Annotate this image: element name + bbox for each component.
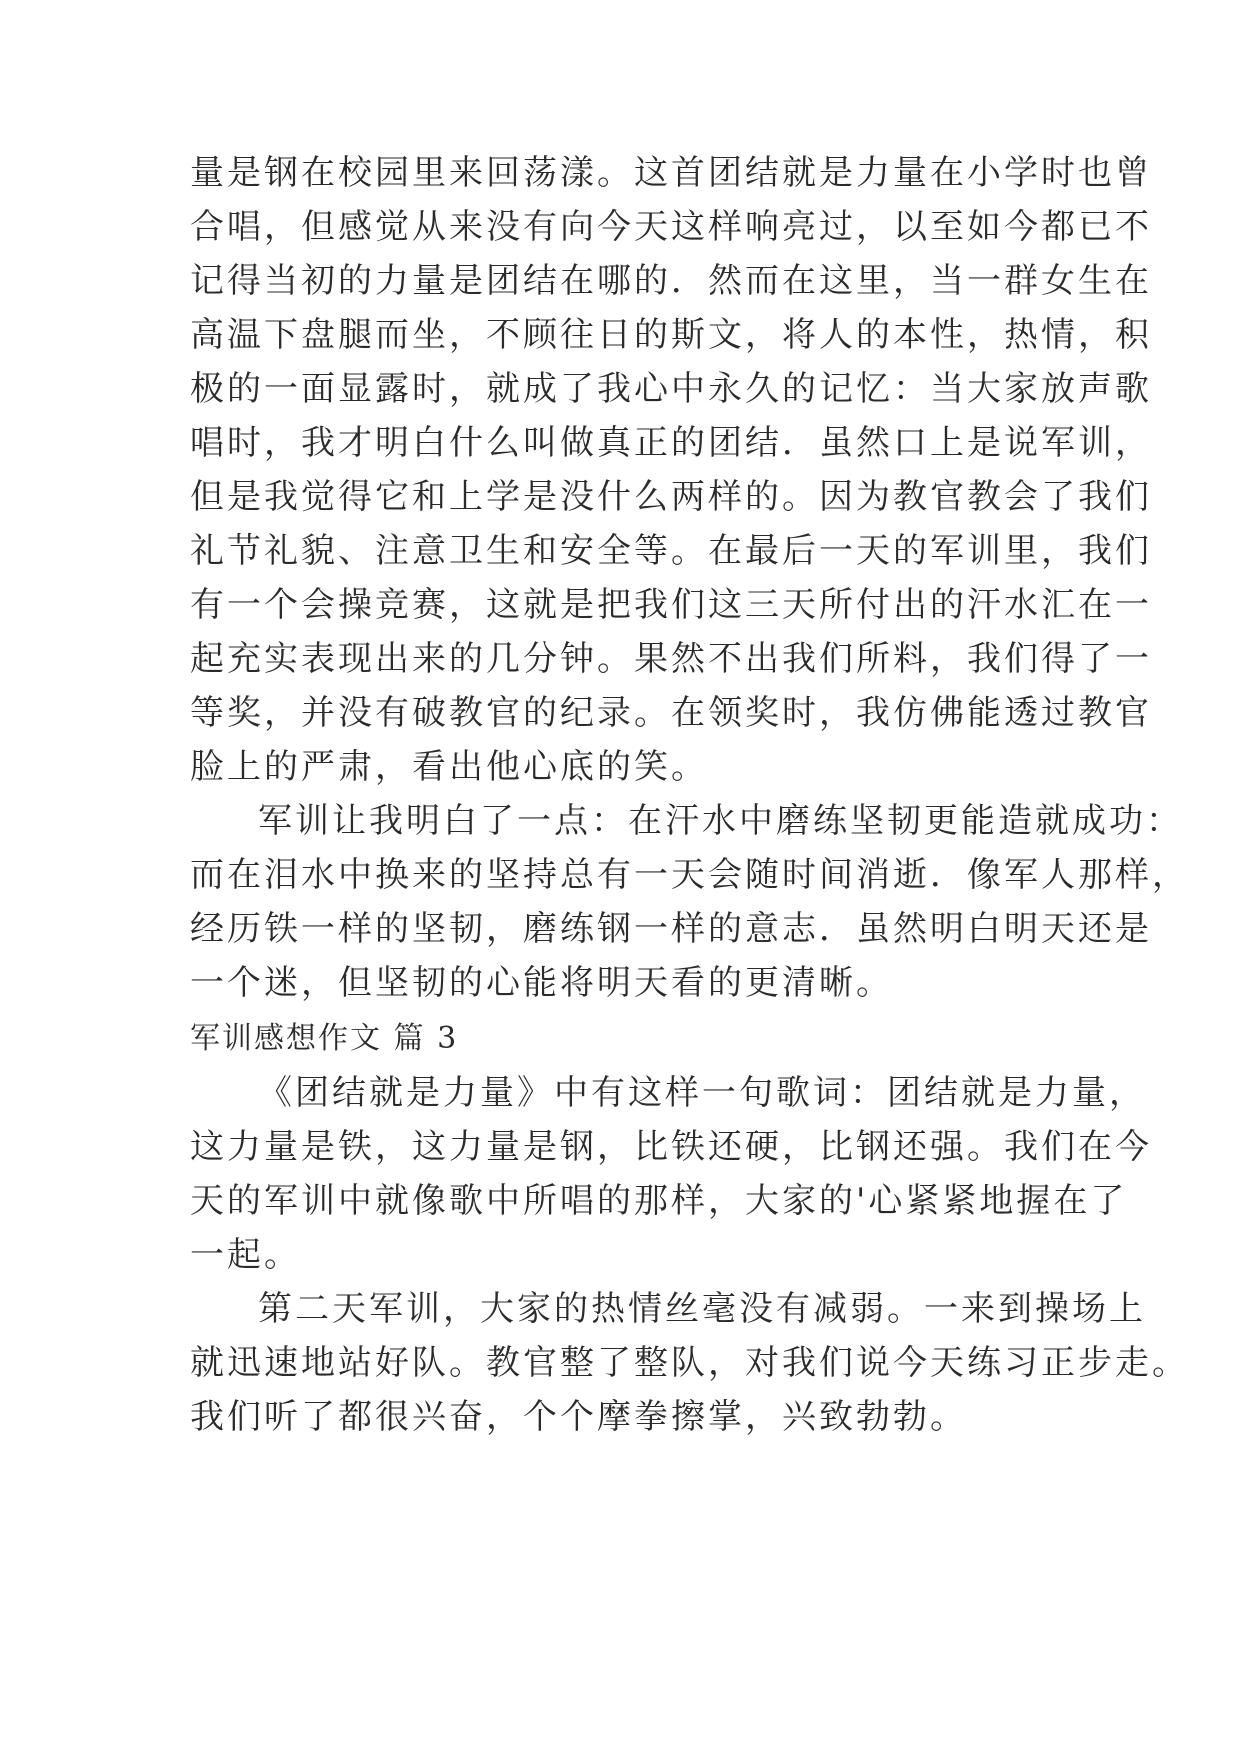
paragraph-first-line: 军训让我明白了一点：在汗水中磨练坚韧更能造就成功： bbox=[258, 801, 1183, 841]
section-heading: 军训感想作文 篇 3 bbox=[190, 1021, 459, 1056]
text-line: 等奖，并没有破教官的纪录。在领奖时，我仿佛能透过教官 bbox=[190, 693, 1152, 733]
text-line: 但是我觉得它和上学是没什么两样的。因为教官教会了我们 bbox=[190, 477, 1152, 517]
text-line: 我们听了都很兴奋，个个摩拳擦掌，兴致勃勃。 bbox=[190, 1397, 967, 1437]
text-line: 一起。 bbox=[190, 1235, 301, 1275]
text-line: 记得当初的力量是团结在哪的．然而在这里，当一群女生在 bbox=[190, 261, 1152, 301]
text-line: 天的军训中就像歌中所唱的那样，大家的'心紧紧地握在了 bbox=[190, 1181, 1128, 1221]
text-line: 这力量是铁，这力量是钢，比铁还硬，比钢还强。我们在今 bbox=[190, 1127, 1152, 1167]
text-line: 有一个会操竞赛，这就是把我们这三天所付出的汗水汇在一 bbox=[190, 585, 1152, 625]
text-line: 合唱，但感觉从来没有向今天这样响亮过，以至如今都已不 bbox=[190, 207, 1152, 247]
text-line: 就迅速地站好队。教官整了整队，对我们说今天练习正步走。 bbox=[190, 1343, 1189, 1383]
text-line: 高温下盘腿而坐，不顾往日的斯文，将人的本性，热情，积 bbox=[190, 315, 1152, 355]
text-line: 量是钢在校园里来回荡漾。这首团结就是力量在小学时也曾 bbox=[190, 153, 1152, 193]
text-line: 唱时，我才明白什么叫做真正的团结．虽然口上是说军训， bbox=[190, 423, 1152, 463]
paragraph-first-line: 《团结就是力量》中有这样一句歌词：团结就是力量， bbox=[258, 1073, 1146, 1113]
text-line: 经历铁一样的坚韧，磨练钢一样的意志．虽然明白明天还是 bbox=[190, 909, 1152, 949]
text-line: 礼节礼貌、注意卫生和安全等。在最后一天的军训里，我们 bbox=[190, 531, 1152, 571]
text-line: 一个迷，但坚韧的心能将明天看的更清晰。 bbox=[190, 963, 893, 1003]
text-line: 而在泪水中换来的坚持总有一天会随时间消逝．像军人那样， bbox=[190, 855, 1189, 895]
text-line: 起充实表现出来的几分钟。果然不出我们所料，我们得了一 bbox=[190, 639, 1152, 679]
text-line: 脸上的严肃，看出他心底的笑。 bbox=[190, 747, 708, 787]
paragraph-first-line: 第二天军训，大家的热情丝毫没有减弱。一来到操场上 bbox=[258, 1289, 1146, 1329]
text-line: 极的一面显露时，就成了我心中永久的记忆：当大家放声歌 bbox=[190, 369, 1152, 409]
